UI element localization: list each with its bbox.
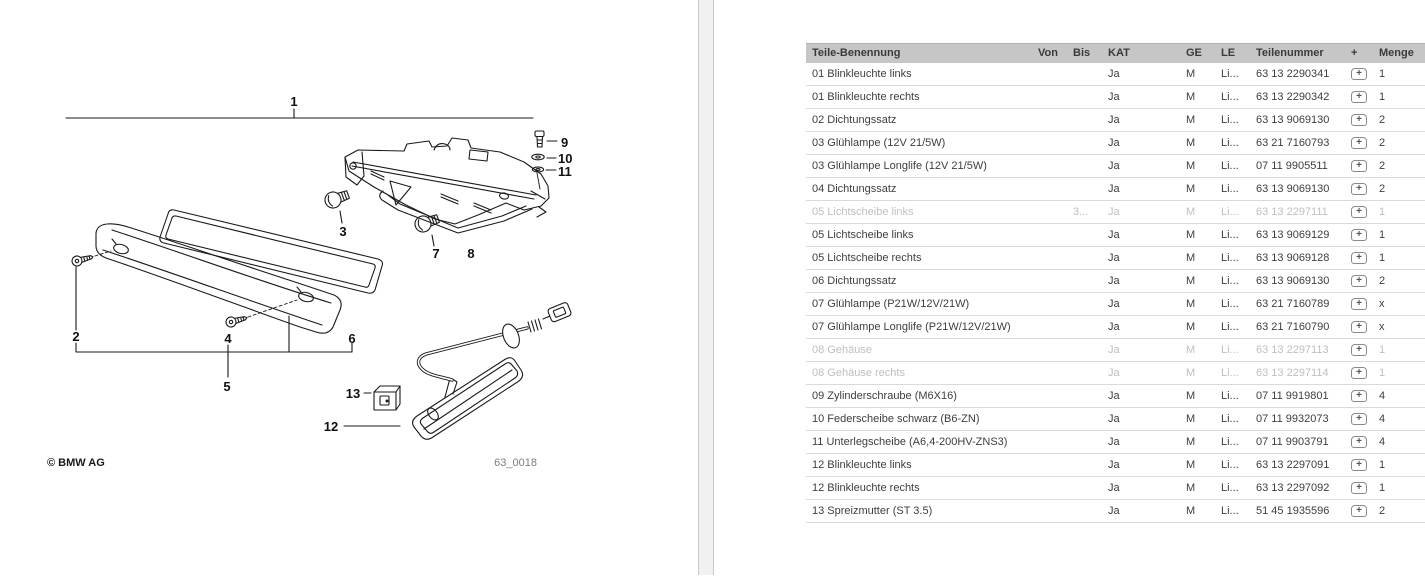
assembly-bracket-line (66, 109, 533, 118)
part-le: Li... (1221, 482, 1239, 494)
col-header-teilenummer[interactable]: Teilenummer (1256, 47, 1324, 59)
part-ge: M (1186, 183, 1196, 195)
part-number: 63 13 2297113 (1256, 344, 1329, 356)
part-name: 11 Unterlegscheibe (A6,4-200HV-ZNS3) (812, 436, 1008, 448)
part-ge: M (1186, 206, 1196, 218)
part-name: 01 Blinkleuchte rechts (812, 91, 920, 103)
callout-7[interactable]: 7 (432, 246, 440, 261)
callout-12[interactable]: 12 (323, 419, 339, 434)
part-kat: Ja (1108, 183, 1120, 195)
part-name: 05 Lichtscheibe links (812, 206, 914, 218)
part-ge: M (1186, 344, 1196, 356)
part-number: 63 13 9069129 (1256, 229, 1330, 241)
table-row[interactable] (806, 362, 1425, 385)
table-row[interactable] (806, 270, 1425, 293)
part-kat: Ja (1108, 91, 1120, 103)
col-header-teile-benennung[interactable]: Teile-Benennung (812, 47, 901, 59)
col-header-plus[interactable]: + (1351, 47, 1358, 59)
part-kat: Ja (1108, 298, 1120, 310)
callout-10[interactable]: 10 (558, 151, 573, 166)
part-name: 09 Zylinderschraube (M6X16) (812, 390, 957, 402)
table-row[interactable] (806, 431, 1425, 454)
part-quantity: 2 (1379, 137, 1386, 149)
part-ge: M (1186, 91, 1196, 103)
bulb-part-7[interactable] (413, 211, 441, 246)
part-ge: M (1186, 436, 1196, 448)
add-part-icon[interactable]: + (1351, 229, 1367, 241)
part-kat: Ja (1108, 390, 1120, 402)
part-kat: Ja (1108, 367, 1120, 379)
exploded-parts-diagram (0, 0, 698, 575)
add-part-icon[interactable]: + (1351, 390, 1367, 402)
table-row[interactable] (806, 247, 1425, 270)
add-part-icon[interactable]: + (1351, 183, 1367, 195)
bulb-part-3[interactable] (323, 187, 351, 223)
part-ge: M (1186, 482, 1196, 494)
part-number: 07 11 9919801 (1256, 390, 1329, 402)
part-quantity: 1 (1379, 482, 1386, 494)
part-number: 07 11 9903791 (1256, 436, 1329, 448)
part-bis: 3... (1073, 206, 1089, 218)
callout-3[interactable]: 3 (339, 224, 347, 239)
add-part-icon[interactable]: + (1351, 160, 1367, 172)
part-kat: Ja (1108, 68, 1120, 80)
washer-part-11[interactable] (532, 167, 556, 189)
add-part-icon[interactable]: + (1351, 298, 1367, 310)
part-kat: Ja (1108, 505, 1120, 517)
table-row[interactable] (806, 408, 1425, 431)
clip-part-13[interactable] (364, 386, 400, 410)
part-kat: Ja (1108, 206, 1120, 218)
col-header-menge[interactable]: Menge (1379, 47, 1414, 59)
part-quantity: 2 (1379, 505, 1386, 517)
part-ge: M (1186, 298, 1196, 310)
socket-cable-assembly[interactable] (419, 302, 572, 380)
part-kat: Ja (1108, 344, 1120, 356)
part-number: 07 11 9932073 (1256, 413, 1329, 425)
table-row[interactable] (806, 201, 1425, 224)
part-quantity: 2 (1379, 114, 1386, 126)
table-row[interactable] (806, 63, 1425, 86)
col-header-kat[interactable]: KAT (1108, 47, 1130, 59)
part-le: Li... (1221, 68, 1239, 80)
part-name: 07 Glühlampe Longlife (P21W/12V/21W) (812, 321, 1011, 333)
part-number: 63 13 9069130 (1256, 114, 1330, 126)
part-name: 05 Lichtscheibe links (812, 229, 914, 241)
callout-1[interactable]: 1 (290, 94, 298, 109)
col-header-le[interactable]: LE (1221, 47, 1236, 59)
part-number: 63 13 2297111 (1256, 206, 1328, 218)
parts-table-panel (716, 0, 1425, 575)
part-number: 63 13 9069128 (1256, 252, 1330, 264)
add-part-icon[interactable]: + (1351, 206, 1367, 218)
callout-4[interactable]: 4 (224, 331, 232, 346)
part-name: 03 Glühlampe (12V 21/5W) (812, 137, 946, 149)
part-number: 63 13 2290341 (1256, 68, 1330, 80)
add-part-icon[interactable]: + (1351, 482, 1367, 494)
part-ge: M (1186, 114, 1196, 126)
part-le: Li... (1221, 459, 1239, 471)
part-quantity: 2 (1379, 160, 1386, 172)
part-le: Li... (1221, 298, 1239, 310)
bmw-copyright: © BMW AG (47, 457, 105, 469)
washer-part-10[interactable] (532, 154, 556, 160)
add-part-icon[interactable]: + (1351, 459, 1367, 471)
part-name: 08 Gehäuse rechts (812, 367, 905, 379)
part-le: Li... (1221, 252, 1239, 264)
add-part-icon[interactable]: + (1351, 321, 1367, 333)
col-header-von[interactable]: Von (1038, 47, 1058, 59)
part-ge: M (1186, 68, 1196, 80)
lens-cover[interactable] (96, 224, 341, 333)
part-ge: M (1186, 229, 1196, 241)
part-le: Li... (1221, 229, 1239, 241)
part-name: 04 Dichtungssatz (812, 183, 897, 195)
part-kat: Ja (1108, 252, 1120, 264)
part-number: 63 21 7160790 (1256, 321, 1330, 333)
part-kat: Ja (1108, 413, 1120, 425)
table-body (806, 63, 1425, 523)
callout-11[interactable]: 11 (558, 164, 572, 179)
part-number: 63 21 7160793 (1256, 137, 1330, 149)
part-le: Li... (1221, 390, 1239, 402)
part-ge: M (1186, 413, 1196, 425)
part-name: 01 Blinkleuchte links (812, 68, 912, 80)
add-part-icon[interactable]: + (1351, 344, 1367, 356)
table-row[interactable] (806, 109, 1425, 132)
add-part-icon[interactable]: + (1351, 68, 1367, 80)
table-row[interactable] (806, 316, 1425, 339)
part-kat: Ja (1108, 275, 1120, 287)
part-name: 06 Dichtungssatz (812, 275, 897, 287)
part-quantity: 1 (1379, 367, 1386, 379)
col-header-bis[interactable]: Bis (1073, 47, 1091, 59)
callout-6[interactable]: 6 (348, 331, 356, 346)
part-le: Li... (1221, 413, 1239, 425)
callout-5[interactable]: 5 (223, 379, 231, 394)
callout-8[interactable]: 8 (467, 246, 475, 261)
part-name: 07 Glühlampe (P21W/12V/21W) (812, 298, 970, 310)
add-part-icon[interactable]: + (1351, 413, 1367, 425)
drawing-number: 63_0018 (494, 457, 537, 469)
part-kat: Ja (1108, 321, 1120, 333)
table-row[interactable] (806, 477, 1425, 500)
part-number: 63 13 2297092 (1256, 482, 1330, 494)
part-le: Li... (1221, 367, 1239, 379)
part-le: Li... (1221, 160, 1239, 172)
part-quantity: 4 (1379, 390, 1386, 402)
part-number: 63 13 9069130 (1256, 275, 1330, 287)
part-kat: Ja (1108, 160, 1120, 172)
add-part-icon[interactable]: + (1351, 252, 1367, 264)
part-ge: M (1186, 160, 1196, 172)
part-name: 13 Spreizmutter (ST 3.5) (812, 505, 933, 517)
table-row[interactable] (806, 132, 1425, 155)
part-le: Li... (1221, 91, 1239, 103)
part-quantity: x (1379, 321, 1385, 333)
lens-group-bracket (76, 316, 352, 377)
screw-part-2[interactable] (71, 251, 111, 330)
part-quantity: 2 (1379, 183, 1386, 195)
part-ge: M (1186, 459, 1196, 471)
part-name: 10 Federscheibe schwarz (B6-ZN) (812, 413, 980, 425)
part-ge: M (1186, 252, 1196, 264)
parts-table (806, 43, 1425, 523)
part-kat: Ja (1108, 459, 1120, 471)
callout-13[interactable]: 13 (345, 386, 361, 401)
screw-part-9[interactable] (535, 131, 557, 147)
add-part-icon[interactable]: + (1351, 275, 1367, 287)
part-ge: M (1186, 137, 1196, 149)
part-quantity: 1 (1379, 206, 1386, 218)
col-header-ge[interactable]: GE (1186, 47, 1202, 59)
add-part-icon[interactable]: + (1351, 114, 1367, 126)
part-le: Li... (1221, 321, 1239, 333)
table-header-row (806, 43, 1425, 63)
table-row[interactable] (806, 155, 1425, 178)
add-part-icon[interactable]: + (1351, 367, 1367, 379)
part-name: 12 Blinkleuchte links (812, 459, 912, 471)
part-le: Li... (1221, 137, 1239, 149)
add-part-icon[interactable]: + (1351, 91, 1367, 103)
part-le: Li... (1221, 206, 1239, 218)
part-le: Li... (1221, 183, 1239, 195)
table-row[interactable] (806, 178, 1425, 201)
part-le: Li... (1221, 275, 1239, 287)
table-row[interactable] (806, 224, 1425, 247)
diagram-panel (0, 0, 698, 575)
part-number: 63 13 9069130 (1256, 183, 1330, 195)
part-quantity: 1 (1379, 68, 1386, 80)
part-ge: M (1186, 321, 1196, 333)
part-quantity: 1 (1379, 252, 1386, 264)
part-kat: Ja (1108, 114, 1120, 126)
part-ge: M (1186, 505, 1196, 517)
part-quantity: 1 (1379, 229, 1386, 241)
part-number: 63 13 2290342 (1256, 91, 1330, 103)
table-row[interactable] (806, 500, 1425, 523)
part-name: 08 Gehäuse (812, 344, 872, 356)
part-name: 03 Glühlampe Longlife (12V 21/5W) (812, 160, 987, 172)
add-part-icon[interactable]: + (1351, 436, 1367, 448)
part-quantity: 1 (1379, 91, 1386, 103)
part-ge: M (1186, 367, 1196, 379)
part-kat: Ja (1108, 137, 1120, 149)
table-row[interactable] (806, 86, 1425, 109)
table-row[interactable] (806, 339, 1425, 362)
part-name: 12 Blinkleuchte rechts (812, 482, 920, 494)
part-number: 63 21 7160789 (1256, 298, 1330, 310)
part-kat: Ja (1108, 229, 1120, 241)
callout-2[interactable]: 2 (72, 329, 80, 344)
table-row[interactable] (806, 293, 1425, 316)
part-quantity: 4 (1379, 413, 1386, 425)
table-row[interactable] (806, 454, 1425, 477)
part-quantity: 2 (1379, 275, 1386, 287)
part-name: 05 Lichtscheibe rechts (812, 252, 922, 264)
part-kat: Ja (1108, 482, 1120, 494)
panel-splitter[interactable] (698, 0, 714, 575)
part-kat: Ja (1108, 436, 1120, 448)
add-part-icon[interactable]: + (1351, 505, 1367, 517)
part-number: 07 11 9905511 (1256, 160, 1328, 172)
part-ge: M (1186, 390, 1196, 402)
part-number: 51 45 1935596 (1256, 505, 1330, 517)
part-le: Li... (1221, 436, 1239, 448)
add-part-icon[interactable]: + (1351, 137, 1367, 149)
part-le: Li... (1221, 505, 1239, 517)
part-le: Li... (1221, 344, 1239, 356)
part-number: 63 13 2297114 (1256, 367, 1329, 379)
side-marker-lamp-part-12[interactable] (344, 358, 523, 440)
part-le: Li... (1221, 114, 1239, 126)
part-name: 02 Dichtungssatz (812, 114, 897, 126)
callout-9[interactable]: 9 (561, 135, 569, 150)
part-quantity: 1 (1379, 459, 1386, 471)
part-quantity: 1 (1379, 344, 1386, 356)
table-row[interactable] (806, 385, 1425, 408)
part-ge: M (1186, 275, 1196, 287)
part-quantity: x (1379, 298, 1385, 310)
housing-part-8[interactable] (345, 138, 549, 233)
part-number: 63 13 2297091 (1256, 459, 1330, 471)
part-quantity: 4 (1379, 436, 1386, 448)
